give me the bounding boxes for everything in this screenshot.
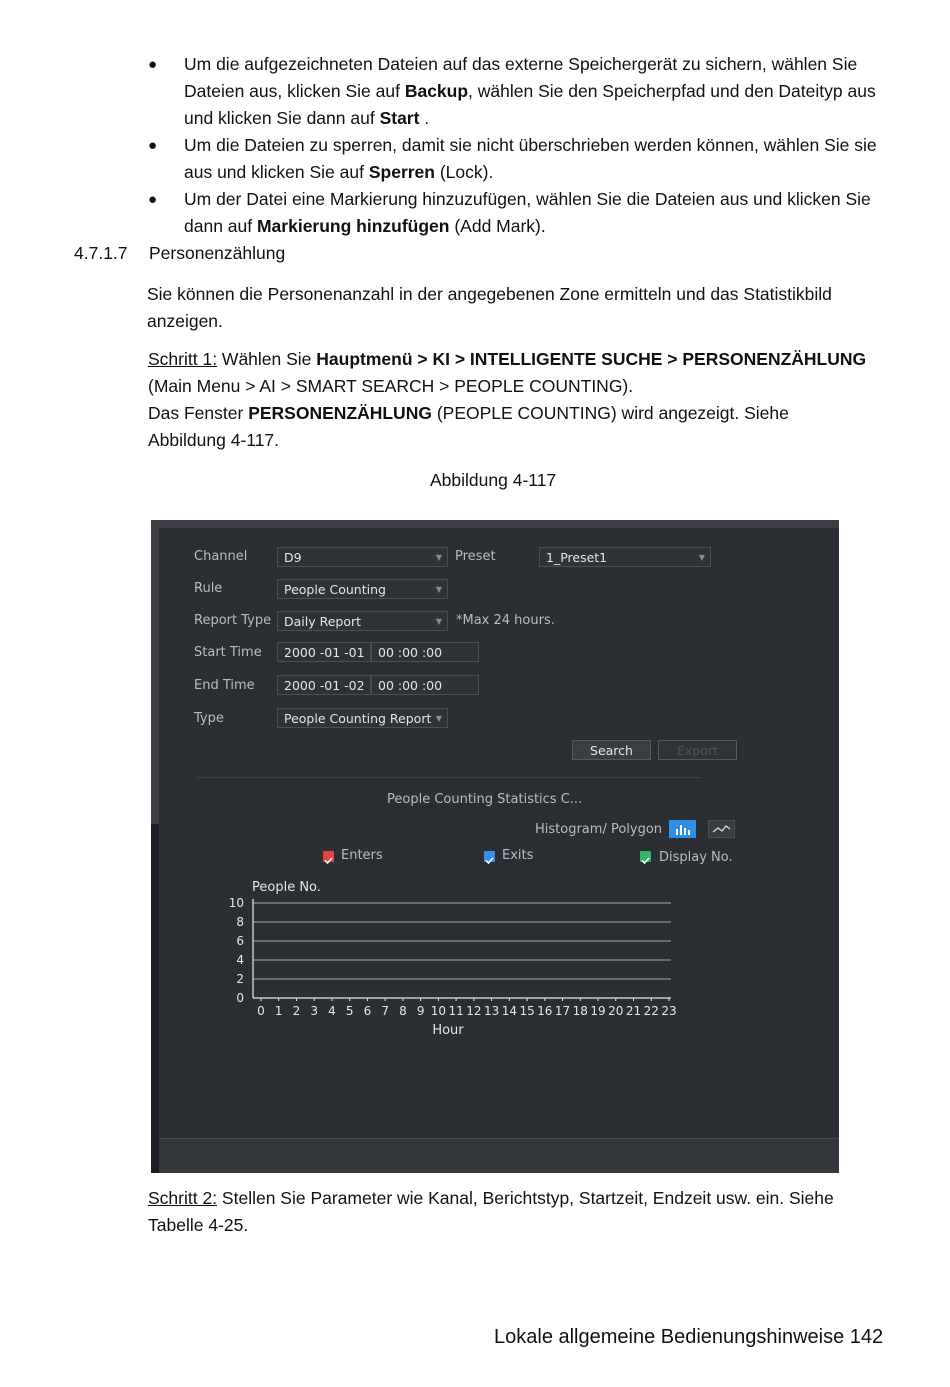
bottom-bar [159, 1138, 839, 1173]
bullet-2-line-2: aus und klicken Sie auf Sperren (Lock). [184, 162, 494, 182]
divider [196, 777, 701, 778]
x-tick-label: 11 [448, 1004, 464, 1018]
bullet-marker: ● [148, 191, 158, 208]
preset-label: Preset [455, 549, 496, 564]
step1-line-4: Abbildung 4-117. [148, 430, 280, 450]
bullet-1-line-2: Dateien aus, klicken Sie auf Backup, wählen Sie den Speicherpfad und den Dateityp aus [184, 81, 876, 101]
step2-line-1: Schritt 2: Stellen Sie Parameter wie Kanal, Berichtstyp, Startzeit, Endzeit usw. ein. Siehe [148, 1188, 834, 1208]
chart-ylabel: People No. [252, 880, 321, 895]
polygon-button[interactable] [708, 820, 735, 838]
people-count-chart [211, 870, 681, 1045]
section-number: 4.7.1.7 [74, 243, 128, 263]
display-no-checkbox[interactable] [640, 851, 651, 862]
histogram-button[interactable] [669, 820, 696, 838]
chevron-down-icon: ▼ [435, 617, 442, 626]
type-label: Type [194, 711, 224, 726]
legend-enters: Enters [341, 848, 383, 863]
bullet-1-line-1: Um die aufgezeichneten Dateien auf das externe Speichergerät zu sichern, wählen Sie [184, 54, 858, 74]
bullet-marker: ● [148, 56, 158, 73]
intro-line-1: Sie können die Personenanzahl in der angegebenen Zone ermitteln und das Statistikbild [147, 284, 832, 304]
bullet-marker: ● [148, 137, 158, 154]
x-tick-label: 3 [310, 1004, 319, 1018]
line-chart-icon [709, 821, 734, 837]
x-tick-label: 8 [399, 1004, 407, 1018]
window-top-bar [151, 520, 839, 528]
end-time-field[interactable]: 00 :00 :00 [371, 675, 479, 695]
chevron-down-icon: ▼ [435, 585, 442, 594]
end-date-field[interactable]: 2000 -01 -02 [277, 675, 371, 695]
start-time-label: Start Time [194, 645, 262, 660]
x-tick-label: 4 [328, 1004, 336, 1018]
exits-checkbox[interactable] [484, 851, 495, 862]
x-tick-label: 0 [257, 1004, 265, 1018]
legend-display-no: Display No. [659, 850, 733, 865]
report-type-select[interactable]: Daily Report ▼ [277, 611, 448, 631]
y-tick-label: 2 [236, 972, 244, 986]
report-note: *Max 24 hours. [456, 613, 555, 628]
bullet-3-line-2: dann auf Markierung hinzufügen (Add Mark). [184, 216, 546, 236]
end-time-label: End Time [194, 678, 255, 693]
page-footer: Lokale allgemeine Bedienungshinweise 142 [494, 1326, 884, 1348]
export-button[interactable]: Export [658, 740, 737, 760]
x-tick-label: 16 [537, 1004, 553, 1018]
x-tick-label: 10 [430, 1004, 447, 1018]
y-tick-label: 0 [236, 991, 244, 1005]
search-button[interactable]: Search [572, 740, 651, 760]
chart-xlabel: Hour [432, 1023, 464, 1038]
x-tick-label: 9 [416, 1004, 425, 1018]
x-tick-label: 14 [501, 1004, 517, 1018]
step1-line-3: Das Fenster PERSONENZÄHLUNG (PEOPLE COUNTING) wird angezeigt. Siehe [148, 403, 789, 423]
channel-label: Channel [194, 549, 248, 564]
x-tick-label: 23 [661, 1004, 677, 1018]
channel-select[interactable]: D9 ▼ [277, 547, 448, 567]
section-title: Personenzählung [149, 243, 286, 263]
y-tick-label: 8 [236, 915, 244, 929]
start-time-field[interactable]: 00 :00 :00 [371, 642, 479, 662]
x-tick-label: 13 [483, 1004, 500, 1018]
rule-select[interactable]: People Counting ▼ [277, 579, 448, 599]
y-tick-label: 10 [228, 896, 244, 910]
x-tick-label: 20 [608, 1004, 624, 1018]
step1-line-2: (Main Menu > AI > SMART SEARCH > PEOPLE COUNTING). [148, 376, 634, 396]
check-icon [640, 855, 651, 866]
x-tick-label: 19 [590, 1004, 606, 1018]
rule-label: Rule [194, 581, 223, 596]
bar-chart-icon [669, 820, 696, 838]
legend-exits: Exits [502, 848, 534, 863]
report-type-label: Report Type [194, 613, 272, 628]
x-tick-label: 6 [363, 1004, 372, 1018]
x-tick-label: 17 [554, 1004, 571, 1018]
x-tick-label: 18 [572, 1004, 588, 1018]
intro-line-2: anzeigen. [147, 311, 223, 331]
start-date-field[interactable]: 2000 -01 -01 [277, 642, 371, 662]
x-tick-label: 2 [292, 1004, 301, 1018]
left-scroll-thumb[interactable] [151, 528, 159, 824]
stats-title: People Counting Statistics C... [387, 792, 583, 807]
x-tick-label: 21 [625, 1004, 642, 1018]
check-icon [323, 855, 334, 866]
x-tick-label: 12 [466, 1004, 482, 1018]
x-tick-label: 1 [274, 1004, 283, 1018]
type-select[interactable]: People Counting Report ▼ [277, 708, 448, 728]
step2-line-2: Tabelle 4-25. [148, 1215, 249, 1235]
x-tick-label: 22 [643, 1004, 659, 1018]
bullet-1-line-3: und klicken Sie dann auf Start . [184, 108, 430, 128]
chevron-down-icon: ▼ [435, 553, 442, 562]
y-tick-label: 6 [236, 934, 244, 948]
step1-line-1: Schritt 1: Wählen Sie Hauptmenü > KI > INTELLIGENTE SUCHE > PERSONENZÄHLUNG [148, 349, 867, 369]
chevron-down-icon: ▼ [698, 553, 705, 562]
chevron-down-icon: ▼ [435, 714, 442, 723]
bullet-3-line-1: Um der Datei eine Markierung hinzuzufügen, wählen Sie die Dateien aus und klicken Sie [184, 189, 871, 209]
bullet-2-line-1: Um die Dateien zu sperren, damit sie nicht überschrieben werden können, wählen Sie sie [184, 135, 877, 155]
people-counting-screenshot [151, 520, 839, 1173]
check-icon [484, 855, 495, 866]
y-tick-label: 4 [236, 953, 244, 967]
figure-caption: Abbildung 4-117 [430, 470, 557, 490]
preset-select[interactable]: 1_Preset1 ▼ [539, 547, 711, 567]
histogram-polygon-label: Histogram/ Polygon [535, 822, 663, 837]
x-tick-label: 5 [345, 1004, 354, 1018]
enters-checkbox[interactable] [323, 851, 334, 862]
x-tick-label: 15 [519, 1004, 535, 1018]
x-tick-label: 7 [381, 1004, 389, 1018]
